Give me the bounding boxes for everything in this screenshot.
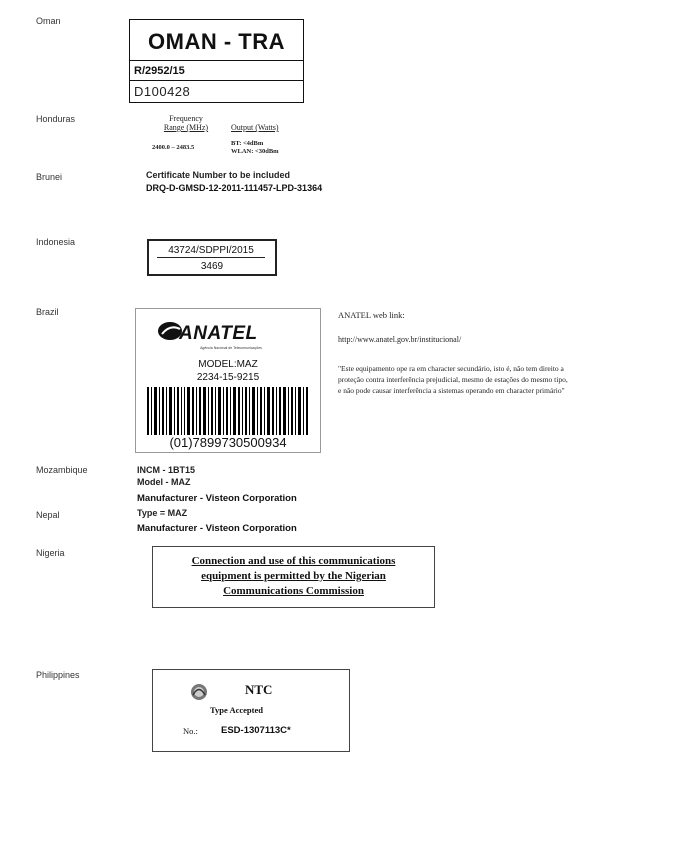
anatel-model: MODEL:MAZ: [198, 359, 258, 370]
honduras-output-header: Output (Watts): [231, 123, 279, 132]
honduras-bt: BT: <4dBm: [231, 140, 264, 147]
anatel-barcode: [147, 387, 309, 435]
honduras-wlan: WLAN: <30dBm: [231, 148, 279, 155]
ntc-title: NTC: [245, 682, 273, 697]
nepal-type: Type = MAZ: [137, 508, 188, 518]
oman-dealer-number: D100428: [134, 84, 191, 99]
country-brazil: Brazil: [36, 307, 59, 317]
indonesia-line-1: 43724/SDPPI/2015: [157, 245, 265, 258]
nigeria-label: [152, 546, 435, 608]
ntc-seal-icon: [187, 682, 211, 702]
country-nepal: Nepal: [36, 510, 60, 520]
country-mozambique: Mozambique: [36, 465, 88, 475]
indonesia-line-2: 3469: [200, 261, 224, 272]
country-indonesia: Indonesia: [36, 237, 76, 247]
country-brunei: Brunei: [36, 172, 63, 182]
anatel-label: [135, 308, 321, 453]
country-philippines: Philippines: [36, 670, 80, 680]
anatel-note-line-1: "Este equipamento ope ra em character secundário, isto é, não tem direito a: [338, 364, 564, 373]
mozambique-incm: INCM - 1BT15: [137, 465, 196, 475]
brunei-certificate-number: DRQ-D-GMSD-12-2011-111457-LPD-31364: [146, 183, 323, 193]
mozambique-manufacturer: Manufacturer - Visteon Corporation: [137, 493, 297, 504]
brunei-line-1: Certificate Number to be included: [146, 170, 291, 180]
country-oman: Oman: [36, 16, 61, 26]
anatel-logo-text: ANATEL: [179, 323, 258, 344]
nepal-manufacturer: Manufacturer - Visteon Corporation: [137, 523, 297, 534]
anatel-note-line-3: e não pode causar interferência a sistemas operando em character primário": [338, 386, 565, 395]
honduras-freq-header-1: Frequency: [169, 114, 203, 123]
anatel-note-line-2: proteção contra interferência prejudicial, mesmo de estações do mesmo tipo,: [338, 375, 568, 384]
oman-registration: R/2952/15: [130, 61, 303, 81]
country-nigeria: Nigeria: [36, 548, 65, 558]
oman-title: OMAN - TRA: [130, 20, 303, 61]
nigeria-line-3: Communications Commission: [223, 585, 364, 597]
ntc-no-label: No.:: [183, 726, 198, 736]
mozambique-model: Model - MAZ: [137, 477, 191, 487]
anatel-code: 2234-15-9215: [196, 372, 260, 383]
country-honduras: Honduras: [36, 114, 76, 124]
nigeria-line-2: equipment is permitted by the Nigerian: [201, 570, 386, 582]
anatel-web-link: http://www.anatel.gov.br/institucional/: [338, 335, 462, 344]
oman-tra-label: [129, 19, 304, 103]
ntc-label: [152, 669, 350, 752]
anatel-agency-text: Agência Nacional de Telecomunicações: [200, 346, 262, 350]
indonesia-label: [147, 239, 277, 276]
anatel-barcode-number: (01)7899730500934: [169, 435, 287, 450]
ntc-subtitle: Type Accepted: [210, 705, 263, 715]
anatel-web-link-label: ANATEL web link:: [338, 310, 405, 320]
nigeria-line-1: Connection and use of this communications: [191, 555, 396, 567]
honduras-range: 2400.0 – 2483.5: [152, 144, 195, 151]
ntc-number: ESD-1307113C*: [221, 725, 291, 736]
honduras-freq-header-2: Range (MHz): [163, 123, 209, 132]
